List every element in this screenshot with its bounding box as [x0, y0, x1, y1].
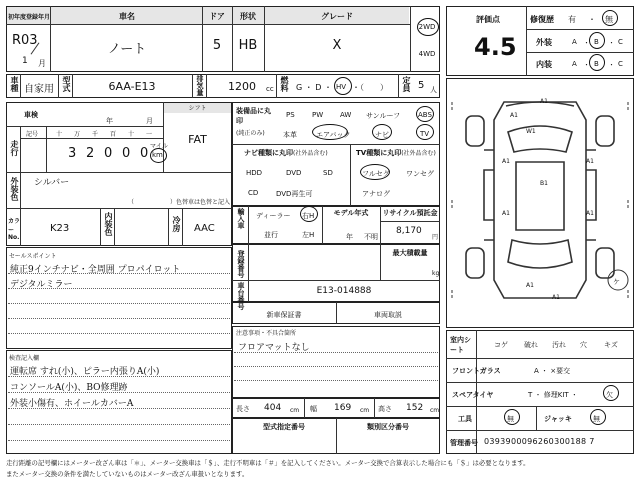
grade-sep: ・	[583, 61, 590, 69]
divider	[526, 6, 527, 76]
left-hand: 左H	[302, 231, 315, 239]
tv-type: フルセグ	[362, 170, 390, 178]
divider	[20, 138, 163, 139]
digit-head: 万	[74, 131, 81, 138]
displacement-label: 排気量	[196, 75, 204, 96]
model-year: 年	[346, 233, 353, 241]
grade-sep: ・	[583, 39, 590, 47]
category-label: 類別区分番号	[367, 423, 409, 431]
glass-value: A ・ ×要交	[534, 367, 571, 375]
equip-item: PS	[286, 111, 295, 119]
dotted-line	[8, 303, 230, 304]
equip-item: TV	[420, 130, 430, 138]
fuel-label: 燃料	[280, 76, 289, 92]
interior-color-label: 内装色	[104, 212, 113, 236]
sales-point-line: デジタルミラー	[10, 280, 73, 290]
displacement: 1200	[228, 80, 256, 93]
damage-mark: A1	[510, 112, 518, 119]
divider	[192, 74, 193, 98]
car-name: ノート	[107, 42, 147, 57]
equip-item: 本革	[283, 131, 297, 139]
divider	[380, 221, 440, 222]
fuel-selected: HV	[336, 83, 347, 91]
inspector-notes-label: 検査記入欄	[9, 355, 40, 362]
ac-value: AAC	[194, 223, 215, 234]
mileage-label: 走行	[10, 140, 19, 156]
notes-label: 注意事項・不具合箇所	[236, 330, 297, 337]
capacity-label: 定員	[402, 76, 411, 92]
model-year-label: モデル年式	[333, 209, 369, 217]
divider	[20, 172, 21, 208]
repair-option-selected: 無	[605, 15, 613, 24]
divider	[20, 74, 21, 98]
reg-month: 1	[22, 56, 28, 66]
mileage-digit: 0	[140, 146, 149, 161]
cm-unit: cm	[290, 407, 300, 414]
divider	[410, 6, 411, 72]
nav-type: HDD	[246, 169, 263, 177]
use-value: 自家用	[24, 84, 54, 95]
damage-mark: A1	[526, 282, 534, 289]
nav-header	[244, 148, 328, 158]
mileage-digit: 2	[86, 146, 95, 161]
grade-c: C	[618, 60, 623, 68]
damage-mark: B1	[540, 180, 548, 187]
grade-a: A	[572, 60, 577, 68]
damage-mark: A1	[586, 210, 594, 217]
divider	[446, 430, 634, 431]
divider	[446, 358, 634, 359]
height-label: 高さ	[378, 405, 392, 413]
nav-sub: (社外品含む)	[293, 150, 328, 157]
divider	[536, 406, 537, 430]
tv-header-text: TV種類に丸印	[356, 149, 402, 157]
color-value: シルバー	[34, 178, 70, 188]
recycle-label: リサイクル預託金	[382, 209, 438, 217]
mgmt-label: 管理番号	[450, 439, 478, 447]
color-note: （ ）色替車は色替と記入	[128, 199, 231, 206]
new-warranty: 新車保証書	[266, 311, 302, 319]
sheet-item: コゲ	[494, 341, 508, 349]
damage-mark: A1	[552, 294, 560, 301]
grade: X	[332, 38, 342, 53]
digit-head: 百	[110, 131, 117, 138]
car-diagram	[446, 80, 634, 326]
color-label: 外装色	[10, 177, 19, 201]
inspector-note-line: コンソールA(小)、BO修理跡	[10, 383, 128, 393]
sales-point-line: 純正9インチナビ・全周囲 プロパイロット	[10, 265, 181, 275]
divider	[526, 29, 634, 30]
equipment-label: 装備品に丸印	[236, 107, 271, 125]
digit-head-sym: 記号	[26, 131, 39, 138]
chassis-value: E13-014888	[316, 286, 372, 296]
inspector-note-line: 運転席 すれ(小)、ピラー内張りA(小)	[10, 367, 160, 377]
dotted-line	[8, 333, 230, 334]
cc-unit: cc	[266, 85, 274, 93]
dotted-line	[234, 380, 438, 381]
import-label: 輸入車	[237, 208, 245, 229]
inspector-note-line: 外装小傷有、ホイールカバーA	[10, 399, 134, 409]
tv-type: ワンセグ	[406, 170, 434, 178]
divider	[276, 74, 277, 98]
spare-value: T ・ 修理KIT ・	[528, 391, 578, 399]
month-unit: 月	[38, 59, 46, 68]
digit-head: 十	[56, 131, 63, 138]
divider	[46, 126, 47, 172]
cm-unit: cm	[360, 407, 370, 414]
divider	[446, 406, 634, 407]
type-label: 型式	[62, 76, 71, 92]
notes-line: フロアマットなし	[238, 343, 310, 353]
reg-year: R03	[12, 33, 38, 48]
divider	[114, 208, 115, 246]
capacity: 5	[418, 80, 425, 91]
equip-item: PW	[312, 111, 324, 119]
equip-item: ナビ	[375, 131, 389, 139]
footer-line-2: またメーター交換の条件を満たしていないものはメーター改ざん車扱いとなります。	[6, 470, 249, 478]
height-value: 152	[406, 403, 424, 413]
tools-value: 無	[507, 415, 514, 423]
shape: HB	[238, 38, 258, 53]
mileage-digit: 0	[122, 146, 131, 161]
kg-unit: kg	[432, 270, 440, 277]
divider	[50, 6, 51, 72]
divider	[526, 52, 634, 53]
dotted-line	[234, 366, 438, 367]
divider	[206, 74, 207, 98]
fuel-tail: ・（ ）	[352, 83, 388, 92]
grade-sep: ・	[608, 61, 615, 69]
cm-unit: cm	[430, 407, 440, 414]
car-name-label: 車名	[119, 12, 135, 21]
dealer-label: ディーラー	[256, 212, 291, 220]
tv-type: アナログ	[362, 190, 390, 198]
capacity-unit: 人	[430, 86, 437, 94]
length-label: 長さ	[236, 405, 250, 413]
digit-head: 十	[128, 131, 135, 138]
dotted-line	[8, 318, 230, 319]
nav-header-text: ナビ種類に丸印	[244, 149, 293, 157]
divider	[6, 208, 232, 209]
inspection-label: 車検	[24, 111, 38, 119]
divider	[232, 144, 440, 145]
damage-mark: A1	[540, 98, 548, 105]
divider	[6, 24, 410, 25]
type-value: 6AA-E13	[108, 80, 156, 93]
divider	[6, 126, 163, 127]
divider	[398, 74, 399, 98]
divider	[350, 144, 351, 206]
sheet-item: キズ	[604, 341, 618, 349]
length-value: 404	[264, 403, 282, 413]
mileage-digit: 0	[104, 146, 113, 161]
tv-sub: (社外品含む)	[401, 150, 436, 157]
spare-label: スペアタイヤ	[452, 391, 494, 399]
divider	[58, 74, 59, 98]
grade-sep: ・	[608, 39, 615, 47]
damage-mark: A1	[586, 158, 594, 165]
divider	[304, 398, 305, 418]
drive-4wd: 4WD	[418, 50, 436, 58]
glass-label: フロントガラス	[452, 367, 501, 375]
jack-value: 無	[593, 415, 600, 423]
color-no: K23	[50, 223, 70, 234]
divider	[182, 208, 183, 246]
sheet-item: 破れ	[524, 341, 538, 349]
jack-label: ジャッキ	[544, 415, 572, 423]
divider	[100, 208, 101, 246]
width-label: 幅	[310, 405, 317, 413]
mileage-digit: 3	[68, 146, 77, 161]
tv-header	[356, 148, 436, 158]
right-hand: 右H	[302, 212, 315, 220]
repair-label: 修復歴	[530, 15, 554, 24]
divider	[248, 206, 249, 244]
shift-value: FAT	[188, 133, 207, 146]
damage-mark: W1	[526, 128, 536, 135]
divider	[374, 398, 375, 418]
divider	[168, 208, 169, 246]
grade-label: グレード	[321, 12, 353, 21]
repair-option: ・	[588, 15, 596, 24]
width-value: 169	[334, 403, 352, 413]
spare-selected: 欠	[606, 391, 613, 399]
grade-c: C	[618, 38, 623, 46]
digit-head: 一	[146, 131, 153, 138]
footer-line-1: 走行距離の記号欄にはメーター改ざん車は「＊」、メーター交換車は「＄」、走行不明車は「＃」を記入してください。メーター交換で合算表示した場合にも「＄」は必要となります。	[6, 459, 530, 467]
divider	[232, 280, 440, 281]
dotted-line	[234, 352, 438, 353]
damage-mark: A1	[502, 210, 510, 217]
equip-item: サンルーフ	[366, 112, 401, 120]
fuel-options: G ・ D ・	[296, 83, 332, 92]
max-load-label: 最大積載量	[392, 249, 428, 257]
dotted-line	[8, 424, 230, 425]
dotted-line	[8, 440, 230, 441]
divider	[20, 126, 21, 172]
nav-type: CD	[248, 189, 259, 197]
door-label: ドア	[209, 12, 225, 21]
equip-item: エアバック	[316, 131, 351, 139]
repair-option: 有	[568, 15, 576, 24]
equip-item: AW	[340, 111, 352, 119]
parallel-label: 並行	[264, 231, 278, 239]
grade-a: A	[572, 38, 577, 46]
recycle-value: 8,170	[396, 226, 422, 236]
mile-label: マイル	[150, 143, 168, 150]
doors: 5	[212, 38, 222, 53]
sheet-item: 汚れ	[552, 341, 566, 349]
score-value: 4.5	[474, 33, 517, 61]
grade-b: B	[594, 38, 599, 46]
nav-type: SD	[323, 169, 333, 177]
sales-points-label: セールスポイント	[9, 253, 57, 260]
plate-label: 登録番号	[237, 250, 245, 278]
score-label: 評価点	[476, 15, 500, 24]
divider	[6, 172, 232, 173]
type-designation-label: 型式指定番号	[263, 423, 305, 431]
nav-type: DVD	[286, 169, 302, 177]
chassis-label: 車台番号	[237, 282, 245, 310]
interior-label: 内装	[536, 60, 552, 69]
inspection-month: 月	[146, 117, 153, 125]
manual: 車両取説	[374, 311, 402, 319]
exterior-label: 外装	[536, 38, 552, 47]
grade-b: B	[594, 60, 599, 68]
mgmt-value: 0393900096260300188 7	[484, 437, 595, 446]
nav-type: DVD再生可	[276, 190, 313, 198]
drive-2wd: 2WD	[418, 23, 436, 31]
divider	[446, 382, 634, 383]
shape-label: 形状	[240, 12, 256, 21]
yen-unit: 円	[432, 234, 439, 241]
equip-item: ABS	[418, 111, 432, 119]
damage-mark: A1	[502, 158, 510, 165]
inspection-year: 年	[106, 117, 113, 125]
shift-label: シフト	[188, 105, 207, 112]
equipment-sub: (純正のみ)	[236, 130, 265, 137]
tools-label: 工具	[458, 415, 472, 423]
interior-sheet-label: 室内シート	[450, 336, 471, 354]
digit-head: 千	[92, 131, 99, 138]
km-label: km	[152, 151, 163, 159]
ac-label: 冷房	[172, 216, 181, 232]
model-unknown: 不明	[364, 233, 378, 241]
color-no-label: カラーNo.	[8, 218, 21, 241]
use-label: 車種	[10, 76, 19, 92]
reg-date-label: 初年度登録年月	[8, 14, 51, 21]
divider	[20, 208, 21, 246]
sheet-item: 穴	[580, 341, 587, 349]
legend-letter: ケ	[613, 278, 620, 286]
